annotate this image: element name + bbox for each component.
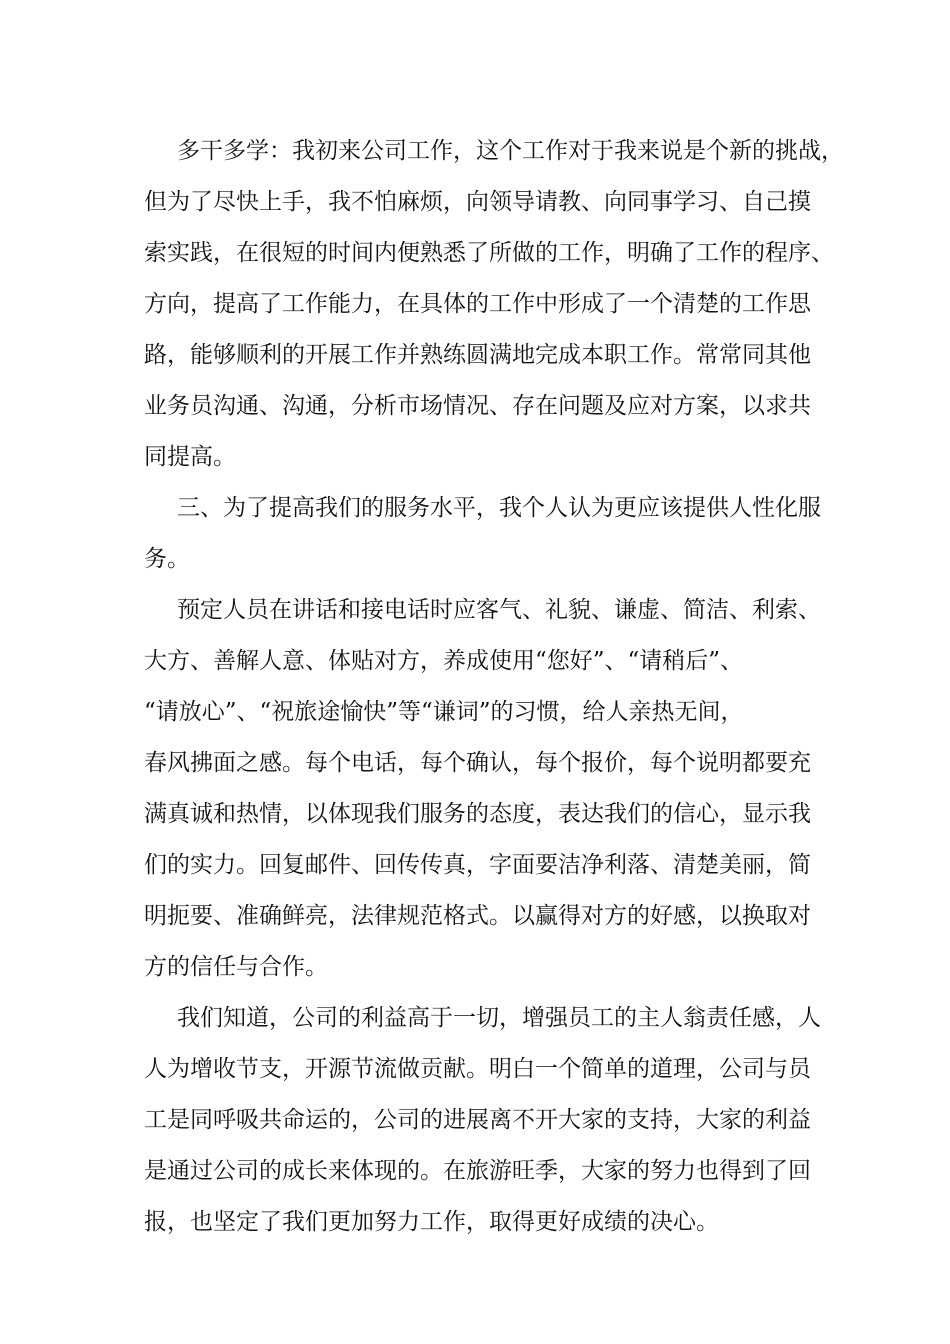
paragraph-line: 务。 — [144, 546, 190, 572]
paragraph-line: 们的实力。回复邮件、回传传真，字面要洁净利落、清楚美丽，简 — [144, 852, 811, 878]
paragraph-line: 明扼要、准确鲜亮，法律规范格式。以赢得对方的好感，以换取对 — [144, 903, 811, 929]
paragraph-line: 预定人员在讲话和接电话时应客气、礼貌、谦虚、简洁、利索、 — [177, 597, 821, 623]
paragraph-line: 报，也坚定了我们更加努力工作，取得更好成绩的决心。 — [144, 1209, 719, 1235]
paragraph-line: 我们知道，公司的利益高于一切，增强员工的主人翁责任感，人 — [177, 1005, 821, 1031]
paragraph-line: 业务员沟通、沟通，分析市场情况、存在问题及应对方案，以求共 — [144, 393, 811, 419]
paragraph-line: 满真诚和热情，以体现我们服务的态度，表达我们的信心，显示我 — [144, 801, 811, 827]
paragraph-line: 多干多学：我初来公司工作，这个工作对于我来说是个新的挑战， — [177, 138, 844, 164]
paragraph-line: 大方、善解人意、体贴对方，养成使用“您好”、“请稍后”、 — [144, 648, 744, 674]
paragraph-line: 春风拂面之感。每个电话，每个确认，每个报价，每个说明都要充 — [144, 750, 811, 776]
paragraph-line: 三、为了提高我们的服务水平，我个人认为更应该提供人性化服 — [177, 495, 821, 521]
paragraph-line: “请放心”、“祝旅途愉快”等“谦词”的习惯，给人亲热无间， — [144, 699, 744, 725]
paragraph-line: 人为增收节支，开源节流做贡献。明白一个简单的道理，公司与员 — [144, 1056, 811, 1082]
paragraph-line: 索实践，在很短的时间内便熟悉了所做的工作，明确了工作的程序、 — [144, 240, 834, 266]
paragraph-line: 方的信任与合作。 — [144, 954, 328, 980]
paragraph-line: 同提高。 — [144, 444, 236, 470]
paragraph-line: 但为了尽快上手，我不怕麻烦，向领导请教、向同事学习、自己摸 — [144, 189, 811, 215]
paragraph-line: 方向，提高了工作能力，在具体的工作中形成了一个清楚的工作思 — [144, 291, 811, 317]
paragraph-line: 路，能够顺利的开展工作并熟练圆满地完成本职工作。常常同其他 — [144, 342, 811, 368]
paragraph-line: 工是同呼吸共命运的，公司的进展离不开大家的支持，大家的利益 — [144, 1107, 811, 1133]
paragraph-line: 是通过公司的成长来体现的。在旅游旺季，大家的努力也得到了回 — [144, 1158, 811, 1184]
